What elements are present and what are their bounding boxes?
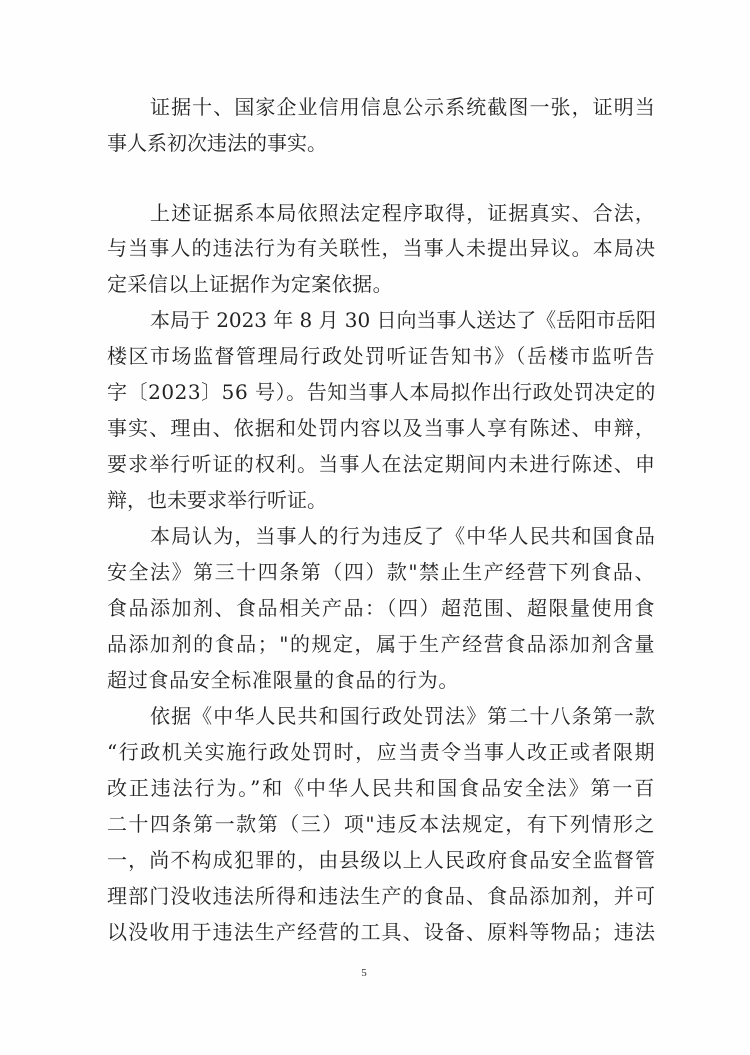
text-line: 一，尚不构成犯罪的，由县级以上人民政府食品安全监督管: [107, 848, 656, 872]
text-line: 要求举行听证的权利。当事人在法定期间内未进行陈述、申: [107, 452, 656, 476]
text-line: 楼区市场监督管理局行政处罚听证告知书》（岳楼市监听告: [107, 344, 656, 368]
text-line: 定采信以上证据作为定案依据。: [107, 272, 393, 296]
text-line: 超过食品安全标准限量的食品的行为。: [107, 668, 459, 692]
text-line: 二十四条第一款第（三）项"违反本法规定，有下列情形之: [107, 812, 656, 836]
text-line: 依据《中华人民共和国行政处罚法》第二十八条第一款: [150, 704, 656, 728]
text-line: 辩，也未要求举行听证。: [107, 488, 327, 512]
text-line: 事实、理由、依据和处罚内容以及当事人享有陈述、申辩，: [107, 416, 656, 440]
text-line: 本局于 2023 年 8 月 30 日向当事人送达了《岳阳市岳阳: [150, 308, 656, 332]
text-line: 证据十、国家企业信用信息公示系统截图一张，证明当: [150, 95, 656, 119]
text-line: 以没收用于违法生产经营的工具、设备、原料等物品；违法: [107, 920, 656, 944]
text-line: 上述证据系本局依照法定程序取得，证据真实、合法，: [150, 201, 656, 225]
text-line: 品添加剂的食品；"的规定，属于生产经营食品添加剂含量: [107, 632, 656, 656]
text-line: 本局认为，当事人的行为违反了《中华人民共和国食品: [150, 524, 656, 548]
text-line: 改正违法行为。”和《中华人民共和国食品安全法》第一百: [107, 776, 656, 800]
text-line: 安全法》第三十四条第（四）款"禁止生产经营下列食品、: [107, 560, 656, 584]
text-line: 字〔2023〕56 号）。告知当事人本局拟作出行政处罚决定的: [107, 380, 656, 404]
page-number: 5: [361, 967, 367, 979]
text-line: 食品添加剂、食品相关产品：（四）超范围、超限量使用食: [107, 596, 656, 620]
text-line: 事人系初次违法的事实。: [107, 131, 327, 155]
text-line: “行政机关实施行政处罚时，应当责令当事人改正或者限期: [107, 740, 656, 764]
text-line: 与当事人的违法行为有关联性，当事人未提出异议。本局决: [107, 236, 656, 260]
text-line: 理部门没收违法所得和违法生产的食品、食品添加剂，并可: [107, 884, 656, 908]
